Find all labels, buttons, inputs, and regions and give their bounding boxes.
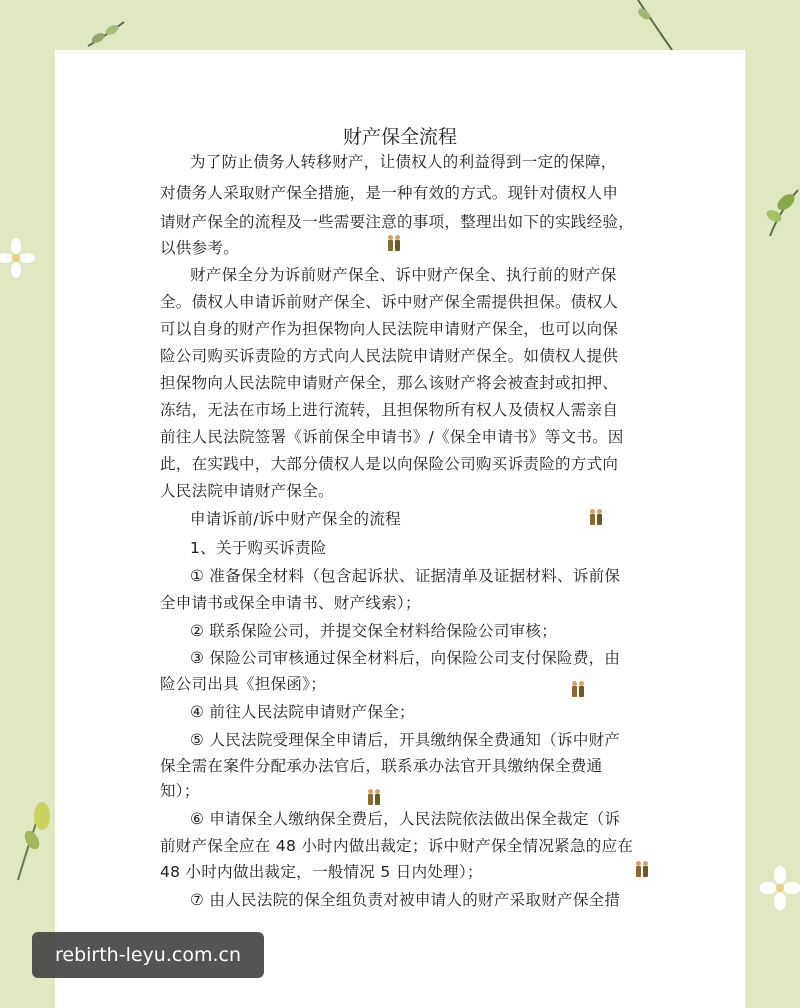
people-icon [386, 234, 402, 252]
paragraph-line: 前往人民法院签署《诉前保全申请书》/《保全申请书》等文书。因 [160, 428, 624, 446]
step-item: ③ 保险公司审核通过保全材料后，向保险公司支付保险费，由 [190, 649, 621, 667]
step-item: ① 准备保全材料（包含起诉状、证据清单及证据材料、诉前保 [190, 567, 621, 585]
section-heading: 申请诉前/诉中财产保全的流程 [190, 510, 401, 528]
people-icon [634, 860, 650, 878]
step-item: ⑦ 由人民法院的保全组负责对被申请人的财产采取财产保全措 [190, 891, 621, 909]
flower-icon [0, 238, 36, 278]
people-icon [570, 680, 586, 698]
step-item: 险公司出具《担保函》； [160, 675, 327, 693]
flower-icon [760, 866, 800, 912]
paragraph-line: 可以自身的财产作为担保物向人民法院申请财产保全，也可以向保 [160, 320, 619, 338]
paragraph-line: 全。债权人申请诉前财产保全、诉中财产保全需提供担保。债权人 [160, 293, 619, 311]
paragraph-line: 财产保全分为诉前财产保全、诉中财产保全、执行前的财产保 [190, 266, 617, 284]
step-item: ⑥ 申请保全人缴纳保全费后，人民法院依法做出保全裁定（诉 [190, 810, 621, 828]
paragraph-line: 请财产保全的流程及一些需要注意的事项，整理出如下的实践经验， [160, 213, 635, 231]
leaf-icon [760, 180, 800, 240]
leaf-icon [84, 16, 128, 52]
people-icon [588, 508, 604, 526]
paragraph-line: 对债务人采取财产保全措施，是一种有效的方式。现针对债权人申 [160, 184, 619, 202]
paragraph-line: 冻结，无法在市场上进行流转，且担保物所有权人及债权人需亲自 [160, 401, 619, 419]
paragraph-line: 以供参考。 [160, 239, 240, 257]
step-item: 全申请书或保全申请书、财产线索）； [160, 594, 421, 612]
watermark-badge: rebirth-leyu.com.cn [32, 932, 264, 978]
leaf-icon [12, 796, 56, 882]
step-item: 保全需在案件分配承办法官后，联系承办法官开具缴纳保全费通 [160, 757, 603, 775]
leaf-icon [628, 0, 678, 52]
paragraph-line: 此，在实践中，大部分债权人是以向保险公司购买诉责险的方式向 [160, 455, 619, 473]
step-item: ⑤ 人民法院受理保全申请后，开具缴纳保全费通知（诉中财产 [190, 731, 621, 749]
step-item: 48 小时内做出裁定，一般情况 5 日内处理）； [160, 863, 483, 881]
step-item: 前财产保全应在 48 小时内做出裁定；诉中财产保全情况紧急的应在 [160, 837, 634, 855]
step-item: ④ 前往人民法院申请财产保全； [190, 703, 415, 721]
people-icon [366, 788, 382, 806]
paragraph-line: 担保物向人民法院申请财产保全，那么该财产将会被查封或扣押、 [160, 374, 619, 392]
subsection-heading: 1、关于购买诉责险 [190, 539, 327, 557]
document-title: 财产保全流程 [342, 126, 457, 148]
paragraph-line: 险公司购买诉责险的方式向人民法院申请财产保全。如债权人提供 [160, 347, 619, 365]
step-item: ② 联系保险公司，并提交保全材料给保险公司审核； [190, 622, 558, 640]
paragraph-line: 为了防止债务人转移财产，让债权人的利益得到一定的保障， [190, 153, 617, 171]
step-item: 知）； [160, 782, 200, 800]
paragraph-line: 人民法院申请财产保全。 [160, 482, 334, 500]
